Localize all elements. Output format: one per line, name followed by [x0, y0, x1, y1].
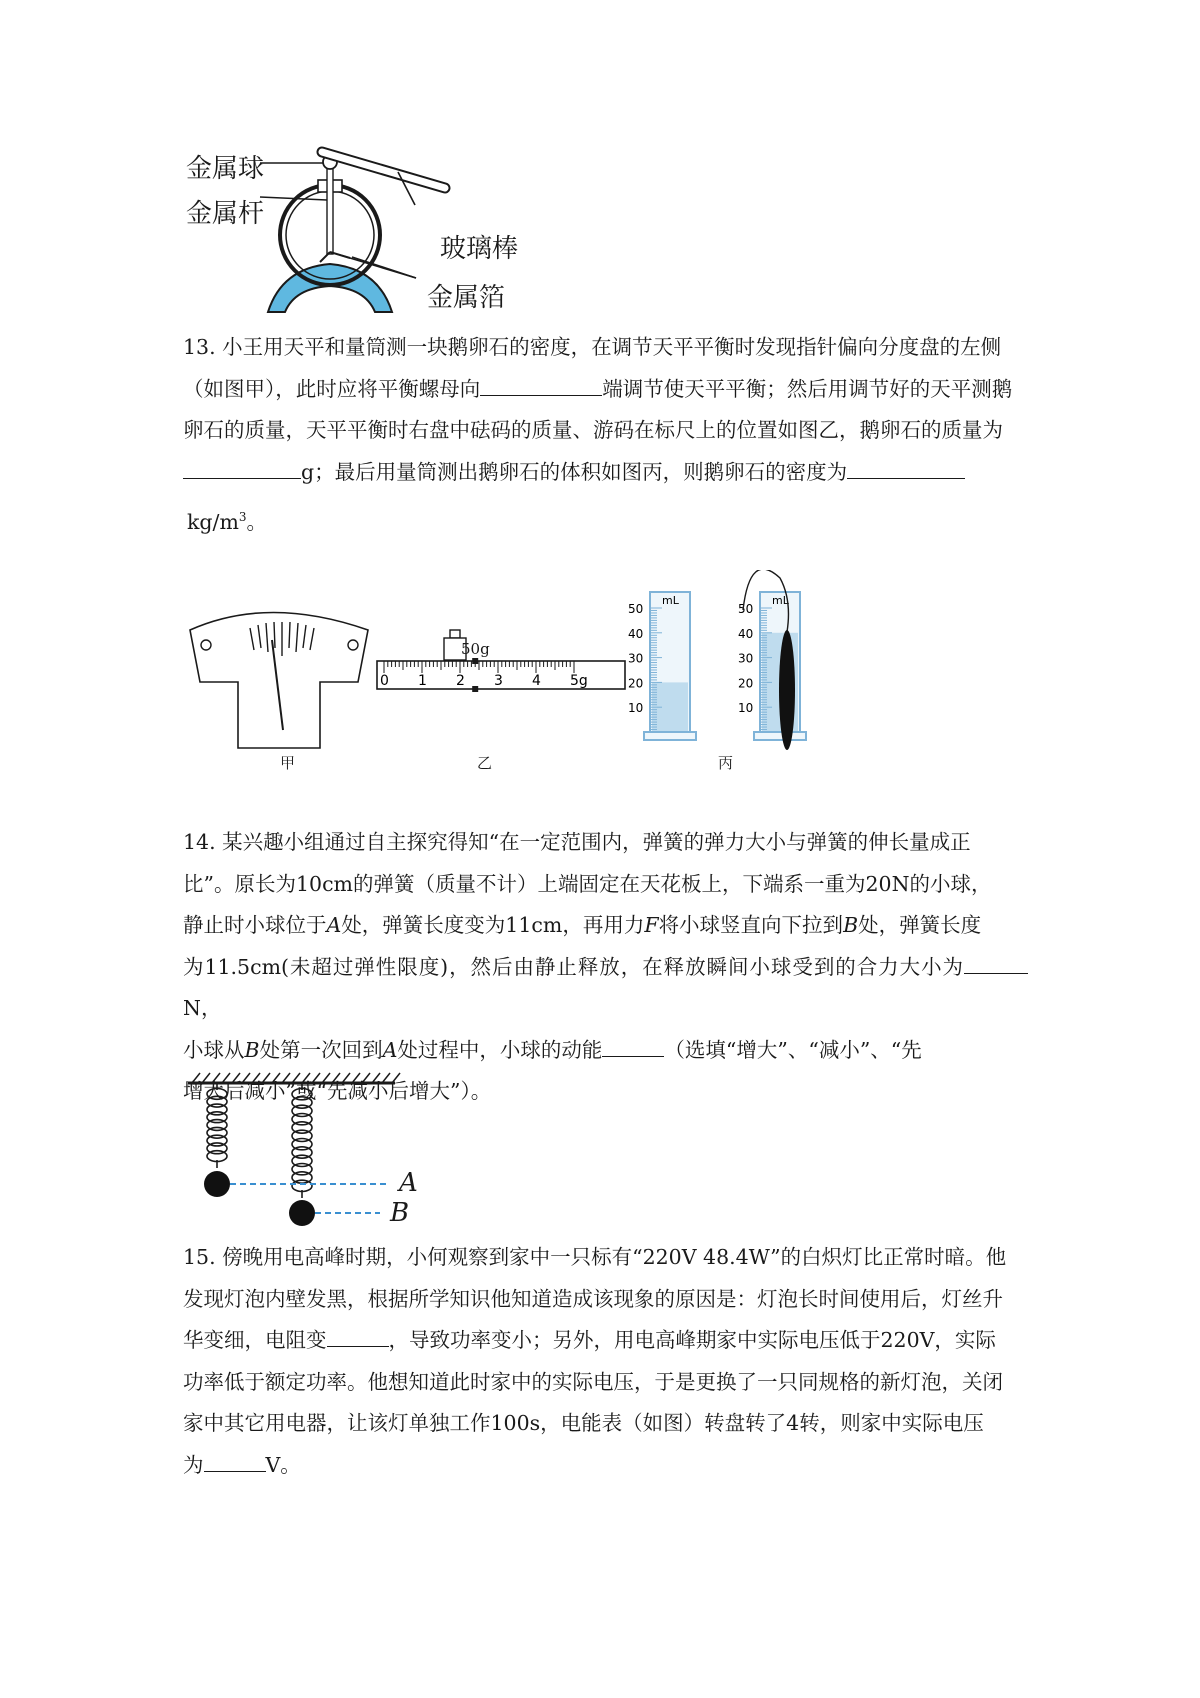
- cylinder-tick-label: 10: [628, 701, 644, 716]
- q13-line-3: 卵石的质量，天平平衡时右盘中砝码的质量、游码在标尺上的位置如图乙，鹅卵石的质量为: [183, 418, 1003, 442]
- q13-line-1: 13. 小王用天平和量筒测一块鹅卵石的密度，在调节天平平衡时发现指针偏向分度盘的左侧: [183, 335, 1002, 359]
- q14-line-3d: 处，弹簧长度: [858, 913, 982, 937]
- pebble: [779, 630, 795, 750]
- q15-line-4: 功率低于额定功率。他想知道此时家中的实际电压，于是更换了一只同规格的新灯泡，关闭: [183, 1369, 1003, 1394]
- q14-line-3b: 处，弹簧长度变为11cm，再用力: [341, 913, 645, 937]
- weight-label: 50g: [461, 640, 490, 658]
- q15-line-6b: V。: [265, 1452, 301, 1477]
- q14-line-6: 增大后减小”或“先减小后增大”）。: [183, 1079, 492, 1103]
- ruler-tick-label: 3: [494, 673, 503, 689]
- caption-bing: 丙: [718, 754, 734, 772]
- q14-line-1: 14. 某兴趣小组通过自主探究得知“在一定范围内，弹簧的弹力大小与弹簧的伸长量成正: [183, 830, 971, 854]
- q15-line-3b: ，导致功率变小；另外，用电高峰期家中实际电压低于220V，实际: [388, 1328, 996, 1352]
- cylinder-unit-label: mL: [662, 594, 679, 607]
- unit-end: 。: [246, 509, 268, 534]
- label-b: B: [390, 1198, 410, 1228]
- unit-superscript: 3: [238, 510, 247, 524]
- answer-blank-direction[interactable]: [480, 373, 602, 396]
- ruler-tick-label: 4: [532, 673, 541, 689]
- question-15: [183, 1237, 1028, 1486]
- q14-line-2: 比”。原长为10cm的弹簧（质量不计）上端固定在天花板上，下端系一重为20N的小球，: [183, 871, 992, 896]
- q15-line-1: 15. 傍晚用电高峰时期，小何观察到家中一只标有“220V 48.4W”的白炽灯比正常时暗。他: [183, 1245, 1007, 1269]
- q13-line-2a: （如图甲），此时应将平衡螺母向: [183, 376, 481, 401]
- ruler-tick-label: 5g: [570, 673, 588, 689]
- var-b: B: [843, 913, 859, 937]
- q15-line-5: 家中其它用电器，让该灯单独工作100s，电能表（如图）转盘转了4转，则家中实际电压: [183, 1411, 984, 1435]
- label-metal-foil: 金属箔: [427, 283, 506, 313]
- cylinder-tick-label: 10: [738, 701, 754, 716]
- cylinder-tick-label: 30: [738, 651, 754, 666]
- answer-blank-kinetic-energy[interactable]: [602, 1034, 664, 1057]
- balance-dial: [190, 613, 368, 749]
- q14-line-3: [183, 905, 1028, 947]
- cylinder-after: [738, 592, 806, 740]
- q14-line-5b: 处第一次回到: [259, 1037, 383, 1062]
- q13-line-4: [183, 452, 1028, 494]
- q14-line-4a: 为11.5cm(未超过弹性限度)，然后由静止释放，在释放瞬间小球受到的合力大小为: [183, 954, 964, 979]
- q15-line-6: [183, 1445, 1028, 1487]
- q14-line-3a: 静止时小球位于: [183, 913, 327, 937]
- cylinder-tick-label: 40: [738, 626, 754, 641]
- cylinder-tick-label: 50: [628, 602, 644, 616]
- var-f: F: [644, 913, 659, 937]
- q14-line-5a: 小球从: [183, 1037, 245, 1062]
- q13-line-4a: g；最后用量筒测出鹅卵石的体积如图丙，则鹅卵石的密度为: [301, 459, 848, 484]
- answer-blank-net-force[interactable]: [964, 951, 1028, 974]
- ruler-tick-label: 1: [418, 673, 427, 689]
- q14-line-3c: 将小球竖直向下拉到: [658, 913, 844, 937]
- q14-line-5c: 处过程中，小球的动能: [397, 1037, 603, 1062]
- label-metal-rod: 金属杆: [186, 199, 265, 229]
- cylinder-tick-label: 20: [738, 676, 754, 691]
- q15-line-3a: 华变细，电阻变: [183, 1328, 327, 1352]
- caption-yi: 乙: [477, 754, 493, 772]
- var-a: A: [326, 913, 342, 937]
- spring-coil: [207, 1151, 227, 1162]
- cylinder-before: [628, 592, 696, 740]
- q14-line-4: [183, 947, 1028, 1030]
- q14-line-4b: N，: [183, 996, 222, 1020]
- caption-jia: 甲: [280, 754, 296, 772]
- q13-line-5: [183, 497, 1028, 543]
- answer-blank-voltage[interactable]: [204, 1449, 266, 1472]
- ruler-tick-label: 2: [456, 673, 465, 689]
- balance-cylinder-figure: [180, 570, 840, 760]
- q15-line-6a: 为: [183, 1452, 204, 1477]
- var-b-2: B: [244, 1037, 260, 1062]
- cylinder-tick-label: 30: [628, 651, 644, 666]
- answer-blank-resistance[interactable]: [327, 1324, 389, 1347]
- q13-line-2: [183, 369, 1028, 411]
- label-glass-rod: 玻璃棒: [440, 234, 519, 264]
- answer-blank-density[interactable]: [847, 456, 965, 479]
- spring-coil: [292, 1180, 312, 1191]
- q15-line-3: [183, 1320, 1028, 1362]
- cylinder-unit-label: mL: [772, 594, 789, 607]
- density-unit: kg/m: [187, 509, 239, 534]
- cylinder-tick-label: 20: [628, 676, 644, 691]
- answer-blank-mass[interactable]: [183, 456, 301, 479]
- q15-line-2: 发现灯泡内壁发黑，根据所学知识他知道造成该现象的原因是：灯泡长时间使用后，灯丝升: [183, 1286, 1003, 1311]
- ball-a: [204, 1171, 230, 1197]
- cylinder-base: [754, 732, 806, 740]
- label-a: A: [399, 1168, 418, 1198]
- weight-and-ruler: [377, 630, 625, 692]
- spring-figure: [180, 1068, 420, 1240]
- ruler-tick-label: 0: [380, 673, 389, 689]
- cylinder-tick-label: 50: [738, 602, 754, 616]
- q13-line-2b: 端调节使天平平衡；然后用调节好的天平测鹅: [602, 376, 1013, 401]
- q14-line-5: [183, 1030, 1028, 1072]
- cylinder-tick-label: 40: [628, 626, 644, 641]
- q14-line-5d: （选填“增大”、“减小”、“先: [664, 1037, 922, 1062]
- ball-b: [289, 1200, 315, 1226]
- var-a-2: A: [382, 1037, 398, 1062]
- question-13: [183, 327, 1028, 543]
- label-metal-ball: 金属球: [186, 154, 265, 184]
- cylinder-base: [644, 732, 696, 740]
